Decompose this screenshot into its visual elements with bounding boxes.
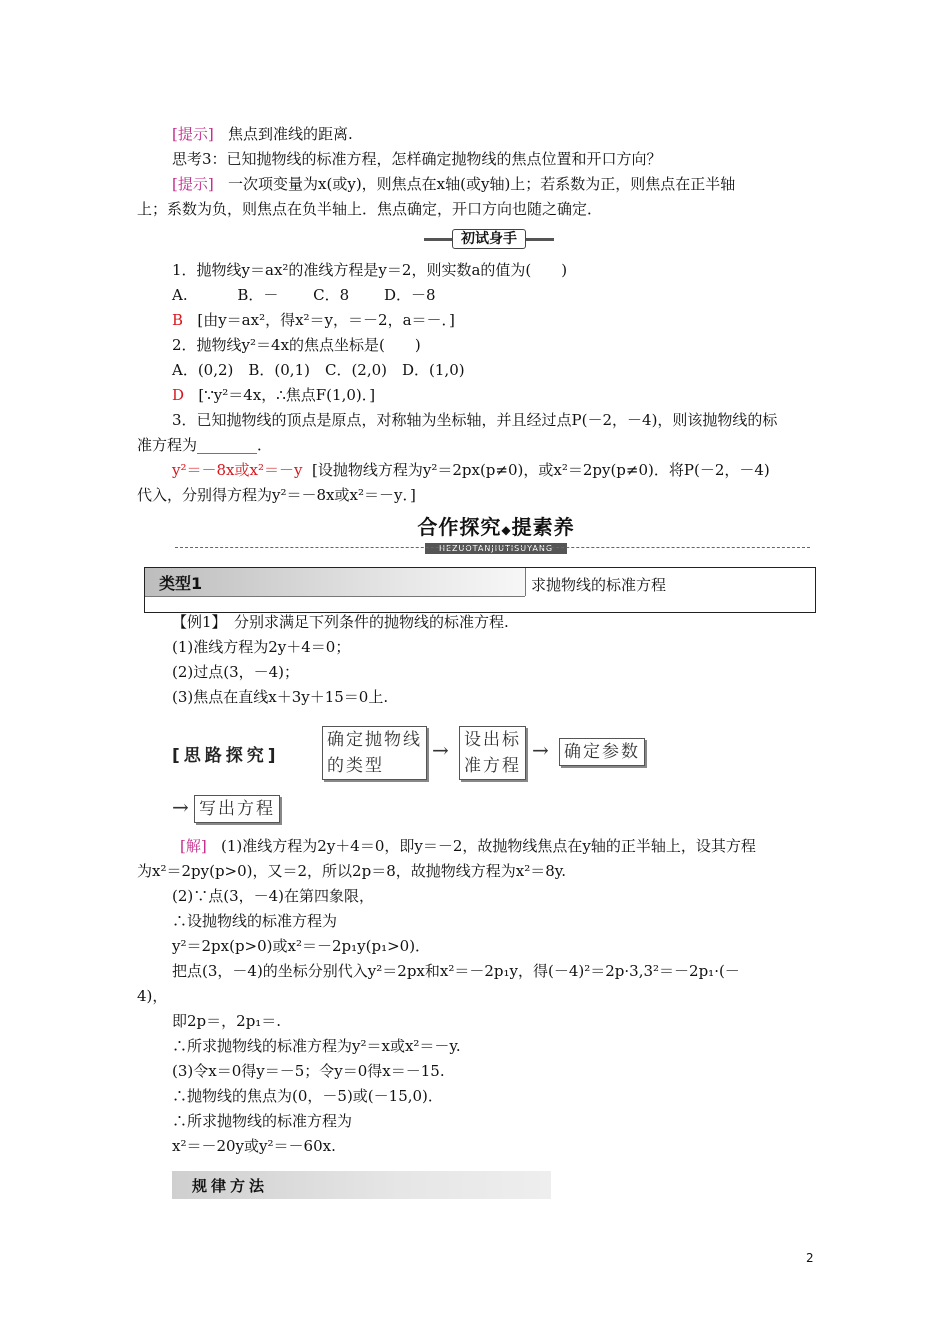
section-banner-hezuo <box>398 512 594 556</box>
solution-line-10: (3)令x＝0得y＝－5；令y＝0得x＝－15. <box>172 1062 445 1080</box>
banner-label: 初试身手 <box>452 229 526 249</box>
answer-3 <box>172 460 770 480</box>
solution-line-6: 把点(3，－4)的坐标分别代入y²＝2px和x²＝－2p₁y，得(－4)²＝2p·3,3²＝－2p₁·(－ <box>172 962 740 980</box>
answer-2 <box>172 385 375 405</box>
solution-line-7: 4)， <box>137 987 168 1005</box>
type-tag-label: 类型1 <box>159 574 203 593</box>
question-1-options: A. B．－ C．8 D．－8 <box>172 286 436 304</box>
example-item-3: (3)焦点在直线x＋3y＋15＝0上. <box>172 688 389 706</box>
type-title: 求抛物线的标准方程 <box>531 576 667 594</box>
arrow-icon: → <box>432 738 449 762</box>
flow-label: [思路探究] <box>172 746 280 766</box>
solution-line-9: ∴所求抛物线的标准方程为y²＝x或x²＝－y. <box>172 1037 461 1055</box>
hint-tag: [提示] <box>172 125 214 143</box>
question-1: 1．抛物线y＝ax²的准线方程是y＝2，则实数a的值为( ) <box>172 261 568 279</box>
arrow-icon: → <box>172 795 189 819</box>
flow-box-line: 确定抛物线 <box>327 730 422 750</box>
solution-line-12: ∴所求抛物线的标准方程为 <box>172 1112 353 1130</box>
flow-box-line: 准方程 <box>464 756 521 776</box>
example-item-2: (2)过点(3，－4)； <box>172 663 300 681</box>
arrow-icon: → <box>532 738 549 762</box>
banner-title <box>417 514 574 543</box>
solution-line-13: x²＝－20y或y²＝－60x. <box>172 1137 336 1155</box>
dashed-divider <box>175 547 810 548</box>
solution-line-11: ∴抛物线的焦点为(0，－5)或(－15,0)． <box>172 1087 443 1105</box>
solution-line-3: (2)∵点(3，－4)在第四象限， <box>172 887 375 905</box>
flow-box-set-equation <box>459 726 526 780</box>
hint-text: 一次项变量为x(或y)，则焦点在x轴(或y轴)上；若系数为正，则焦点在正半轴 <box>228 175 736 193</box>
type-box <box>144 567 816 613</box>
solution-line-8: 即2p＝，2p₁＝. <box>172 1012 282 1030</box>
type-tag <box>145 568 525 597</box>
page-number: 2 <box>806 1251 814 1265</box>
section-banner-chushi <box>424 229 554 249</box>
answer-letter: D <box>172 386 185 404</box>
method-banner <box>172 1171 551 1199</box>
answer-explanation: [设抛物线方程为y²＝2px(p≠0)，或x²＝2py(p≠0)．将P(－2，－4) <box>312 461 770 479</box>
answer-explanation: [∵y²＝4x，∴焦点F(1,0)．] <box>198 386 376 404</box>
hint-line-1 <box>172 124 353 144</box>
hint-line-2 <box>172 174 735 194</box>
answer-letter: B <box>172 311 184 329</box>
hint-continued: 上；系数为负，则焦点在负半轴上．焦点确定，开口方向也随之确定． <box>137 200 603 218</box>
solution-line-5: y²＝2px(p>0)或x²＝－2p₁y(p₁>0)． <box>172 937 431 955</box>
hint-text: 焦点到准线的距离. <box>228 125 353 143</box>
flow-box-determine-type <box>322 726 427 780</box>
answer-1 <box>172 310 455 330</box>
method-label: 规律方法 <box>192 1177 269 1195</box>
example-item-1: (1)准线方程为2y＋4＝0； <box>172 638 351 656</box>
flow-box-line: 的类型 <box>327 756 384 776</box>
question-2: 2．抛物线y²＝4x的焦点坐标是( ) <box>172 336 421 354</box>
flow-box-write-equation: 写出方程 <box>194 795 280 823</box>
hint-tag: [提示] <box>172 175 214 193</box>
question-3: 3．已知抛物线的顶点是原点，对称轴为坐标轴，并且经过点P(－2，－4)，则该抛物线的标 <box>172 411 778 429</box>
solution-text: (1)准线方程为2y＋4＝0，即y＝－2，故抛物线焦点在y轴的正半轴上，设其方程 <box>221 837 756 855</box>
flow-box-determine-parameter: 确定参数 <box>559 738 645 766</box>
solution-line-2: 为x²＝2py(p>0)，又＝2，所以2p＝8，故抛物线方程为x²＝8y. <box>137 862 567 880</box>
question-3-cont: 准方程为________． <box>137 436 273 454</box>
answer-explanation: [由y＝ax²，得x²＝y，＝－2，a＝－．] <box>197 311 455 329</box>
think-3: 思考3：已知抛物线的标准方程，怎样确定抛物线的焦点位置和开口方向？ <box>172 150 662 168</box>
flow-box-line: 设出标 <box>464 730 521 750</box>
banner-title-right: 提素养 <box>511 515 575 539</box>
example-heading: 【例1】 分别求满足下列条件的抛物线的标准方程. <box>172 613 509 631</box>
solution-line-1 <box>180 836 756 856</box>
banner-subtitle: HEZUOTANJIUTISUYANG <box>425 543 567 554</box>
banner-title-left: 合作探究 <box>417 515 502 539</box>
type-separator <box>525 568 526 596</box>
answer-formula: y²＝－8x或x²＝－y <box>172 461 303 479</box>
solution-line-4: ∴设抛物线的标准方程为 <box>172 912 338 930</box>
answer-3-cont: 代入，分别得方程为y²＝－8x或x²＝－y．] <box>137 486 416 504</box>
banner-arrow-icon: ◆ <box>501 523 512 537</box>
solution-tag: [解] <box>180 837 207 855</box>
question-2-options: A．(0,2) B．(0,1) C．(2,0) D．(1,0) <box>172 361 465 379</box>
